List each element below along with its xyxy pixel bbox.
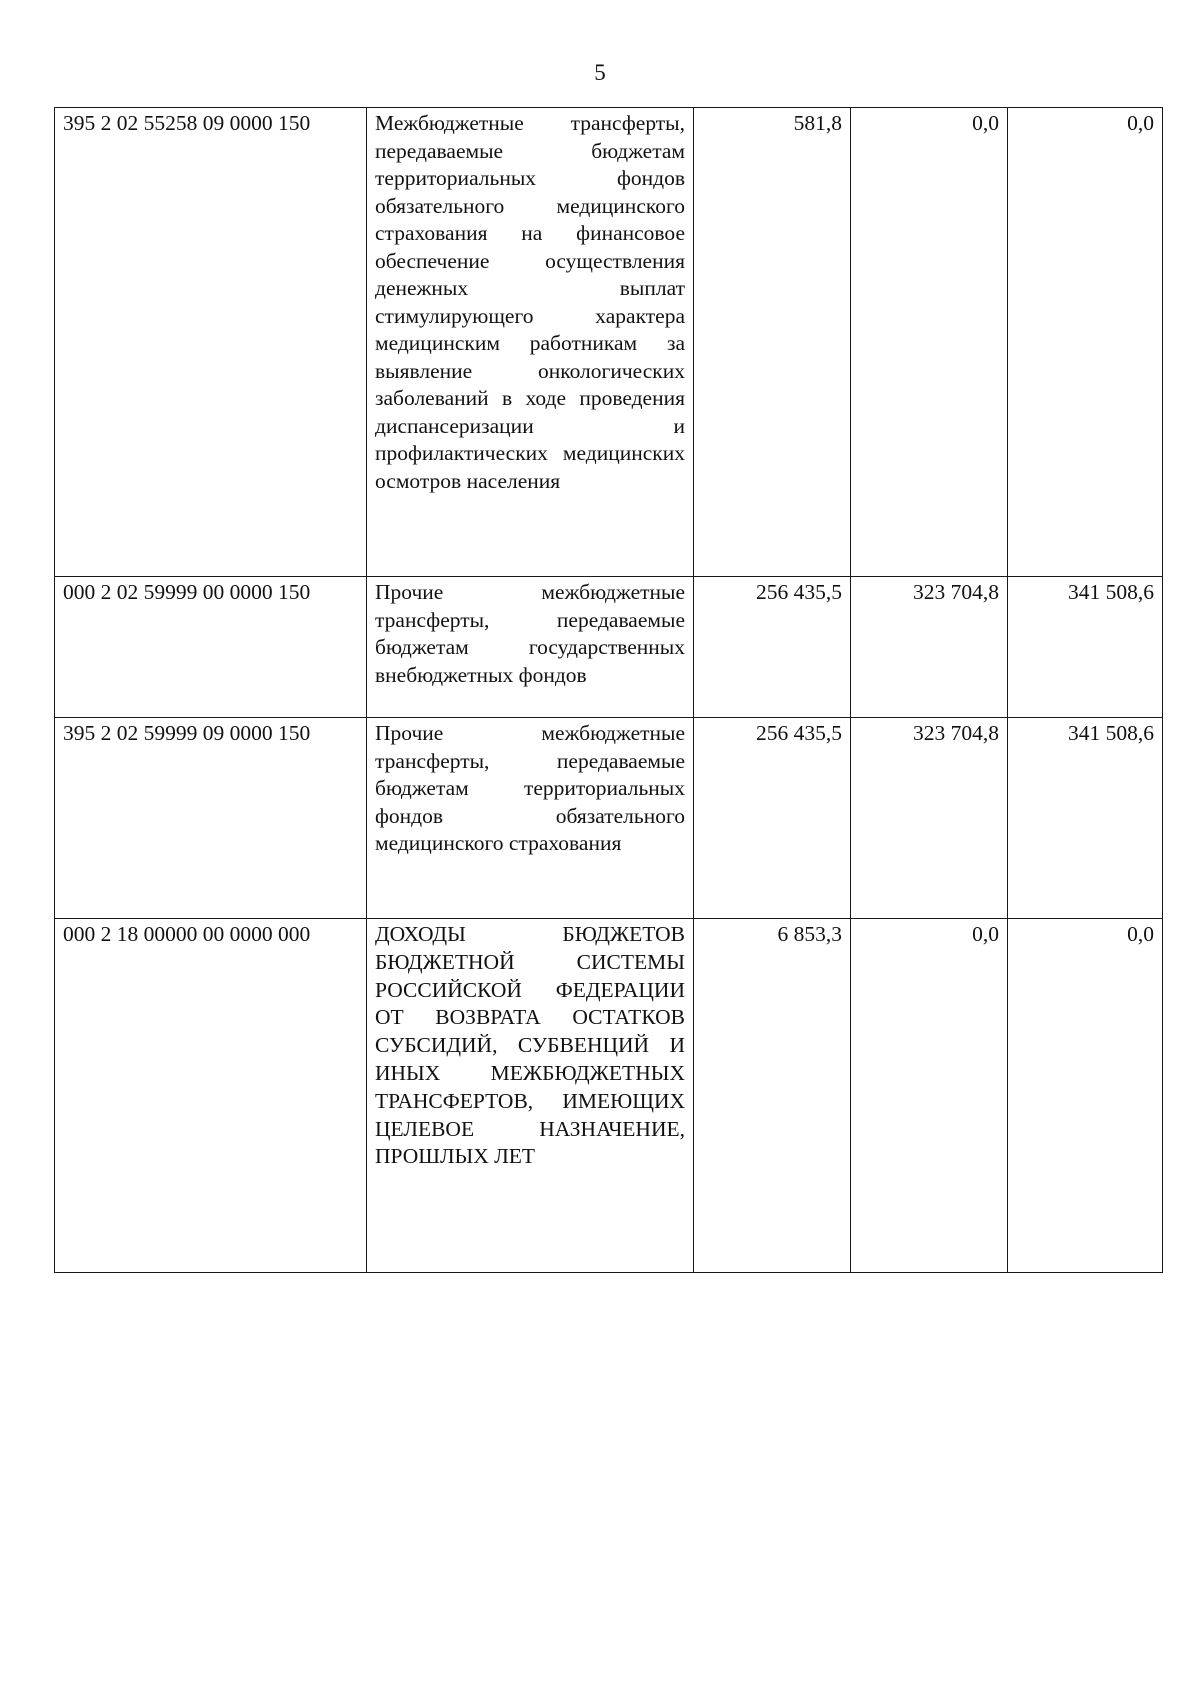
amount-year-3: 341 508,6 <box>1008 577 1163 718</box>
table-row <box>55 108 1163 577</box>
revenue-name: Прочие межбюджетные трансферты, передаваемые бюджетам территориальных фондов обязательного медицинского страхования <box>367 718 694 919</box>
amount-year-2: 0,0 <box>851 108 1008 577</box>
amount-year-1: 256 435,5 <box>694 718 851 919</box>
amount-year-3: 0,0 <box>1008 108 1163 577</box>
amount-year-1: 6 853,3 <box>694 919 851 1273</box>
revenue-name: Прочие межбюджетные трансферты, передаваемые бюджетам государственных внебюджетных фондов <box>367 577 694 718</box>
amount-year-3: 341 508,6 <box>1008 718 1163 919</box>
table-row <box>55 718 1163 919</box>
revenue-name: ДОХОДЫ БЮДЖЕТОВ БЮДЖЕТНОЙ СИСТЕМЫ РОССИЙСКОЙ ФЕДЕРАЦИИ ОТ ВОЗВРАТА ОСТАТКОВ СУБСИДИЙ, СУБВЕНЦИЙ И ИНЫХ МЕЖБЮДЖЕТНЫХ ТРАНСФЕРТОВ, ИМЕЮЩИХ ЦЕЛЕВОЕ НАЗНАЧЕНИЕ, ПРОШЛЫХ ЛЕТ <box>367 919 694 1273</box>
amount-year-2: 323 704,8 <box>851 577 1008 718</box>
budget-classification-code: 395 2 02 59999 09 0000 150 <box>55 718 367 919</box>
amount-year-1: 256 435,5 <box>694 577 851 718</box>
budget-revenue-table <box>54 107 1163 1273</box>
amount-year-1: 581,8 <box>694 108 851 577</box>
budget-classification-code: 395 2 02 55258 09 0000 150 <box>55 108 367 577</box>
revenue-name: Межбюджетные трансферты, передаваемые бюджетам территориальных фондов обязательного медицинского страхования на финансовое обеспечение осуществления денежных выплат стимулирующего характера медицинским работникам за выявление онкологических заболеваний в ходе проведения диспансеризации и профилактических медицинских осмотров населения <box>367 108 694 577</box>
budget-classification-code: 000 2 02 59999 00 0000 150 <box>55 577 367 718</box>
amount-year-3: 0,0 <box>1008 919 1163 1273</box>
amount-year-2: 323 704,8 <box>851 718 1008 919</box>
budget-classification-code: 000 2 18 00000 00 0000 000 <box>55 919 367 1273</box>
amount-year-2: 0,0 <box>851 919 1008 1273</box>
page-number: 5 <box>594 60 606 85</box>
table-row <box>55 919 1163 1273</box>
table-row <box>55 577 1163 718</box>
